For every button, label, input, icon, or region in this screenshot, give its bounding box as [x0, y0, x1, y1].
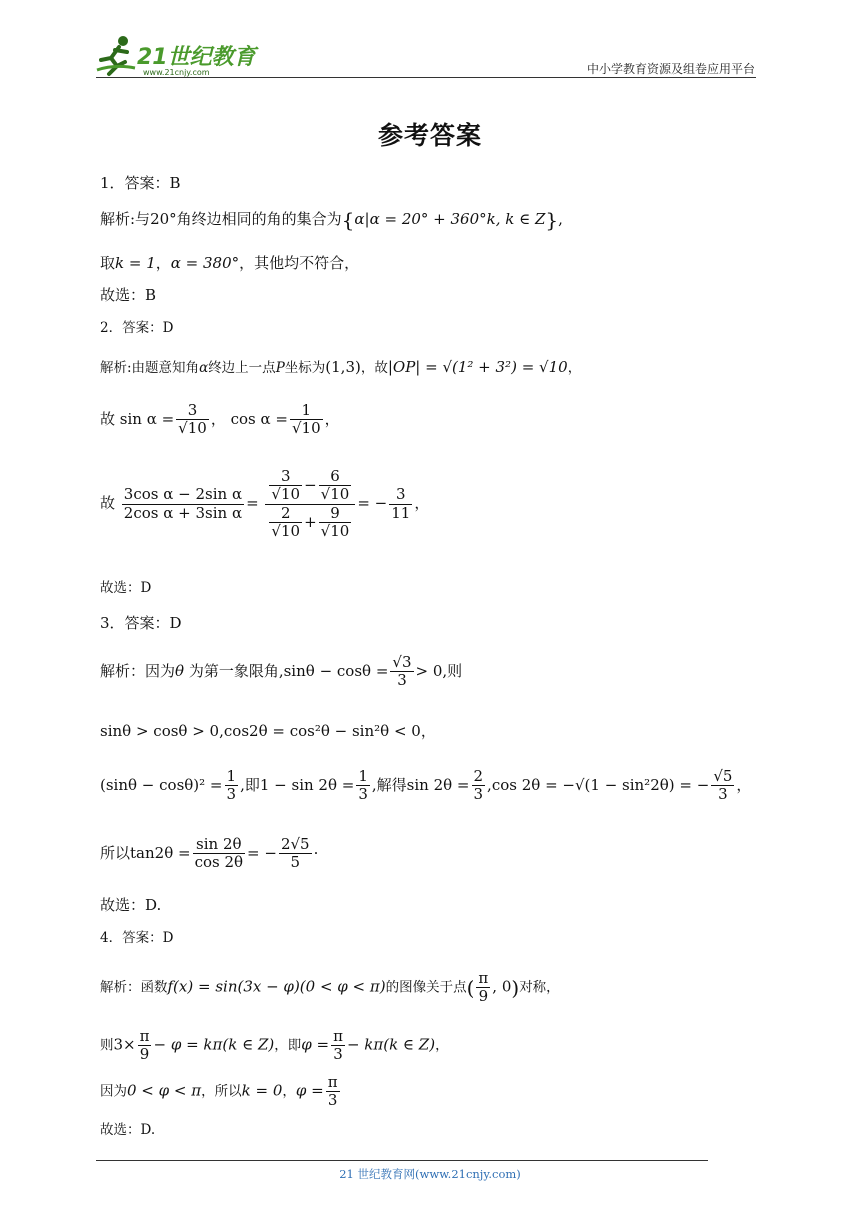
q3-explanation-line3: (sinθ − cosθ)² = $\frac{1}{3}$ ,即1 − sin 2θ = $\frac{1}{3}$ ,解得sin 2θ = $\frac{2}{3}$ ,cos 2θ = −√(1 − sin²2θ) = − $\frac{√5}{3}$ ，: [100, 767, 752, 804]
q2-answer: 2．答案：D: [100, 320, 174, 336]
q3-choose: 故选：D.: [100, 896, 162, 914]
q3-explanation-line2: sinθ > cosθ > 0,cos2θ = cos²θ − sin²θ < 0，: [100, 722, 436, 740]
logo-text: 21世纪教育: [137, 45, 256, 70]
q3-explanation-line4: 所以tan2θ = $\frac{\sin 2\theta}{\cos 2\theta}$ = − $\frac{2√5}{5}$ ·: [100, 835, 319, 872]
site-tagline: 中小学教育资源及组卷应用平台: [586, 62, 755, 76]
logo-url: www.21cnjy.com: [143, 68, 210, 77]
runner-logo-icon: [95, 34, 265, 78]
q4-explanation-line1: 解析：函数f(x) = sin(3x − φ)(0 < φ < π)的图像关于点( $\frac{\pi}{9}$ , 0)对称，: [100, 969, 560, 1006]
page-title: 参考答案: [377, 121, 482, 150]
q3-answer: 3．答案：D: [100, 614, 182, 632]
page-header: [0, 0, 860, 90]
q2-explanation-line1: 解析:由题意知角α终边上一点P坐标为(1,3)，故|OP| = √(1² + 3²) = √10，: [100, 358, 582, 376]
q3-explanation-line1: 解析：因为θ 为第一象限角,sinθ − cosθ = $\frac{√3}{3}$ > 0,则: [100, 653, 463, 690]
q4-explanation-line2: 则3× $\frac{\pi}{9}$ − φ = kπ(k ∈ Z)，即φ = $\frac{\pi}{3}$ − kπ(k ∈ Z)，: [100, 1027, 449, 1064]
site-logo: [95, 34, 265, 78]
q4-answer: 4．答案：D: [100, 930, 174, 946]
q2-explanation-line2: 故 sin α = $\frac{3}{√10}$ ， cos α = $\frac{1}{√10}$ ，: [100, 401, 340, 438]
footer-link[interactable]: 21 世纪教育网(www.21cnjy.com): [339, 1167, 521, 1181]
q4-choose: 故选：D.: [100, 1122, 156, 1138]
q1-answer: 1．答案：B: [100, 174, 181, 192]
footer-divider: [96, 1160, 708, 1161]
q2-explanation-line3: 故 $\frac{\text{3cos α − 2sin α}}{\text{2cos α + 3sin α}}$ = $\frac{3}{√10}$ − $\frac{6}{√10}$ $\frac{2}{√10}$ + $\frac{9}{√10}$ = − $\frac{3}{11}$ ，: [100, 467, 430, 540]
q4-explanation-line3: 因为0 < φ < π，所以k = 0，φ = $\frac{\pi}{3}$: [100, 1073, 338, 1110]
q2-choose: 故选：D: [100, 580, 152, 596]
q1-explanation-line1: 解析:与20°角终边相同的角的集合为{α|α = 20° + 360°k, k ∈ Z},: [100, 208, 563, 232]
q1-explanation-line2: 取k = 1，α = 380°，其他均不符合，: [100, 254, 360, 272]
q1-choose: 故选：B: [100, 286, 157, 304]
header-divider: [96, 77, 756, 78]
